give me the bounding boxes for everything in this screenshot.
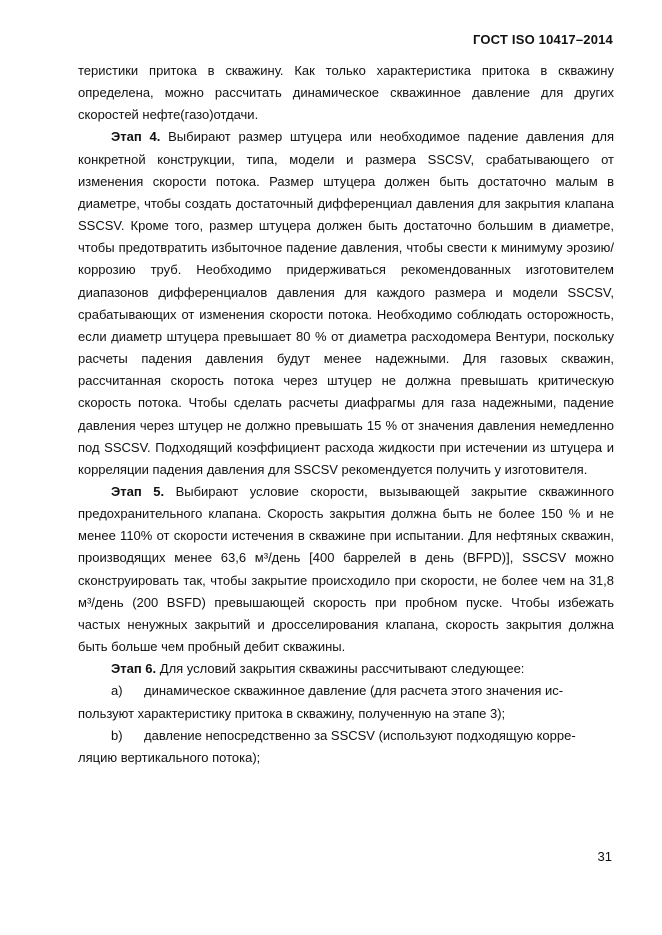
step-5-label: Этап 5. bbox=[111, 483, 165, 499]
step-4-label: Этап 4. bbox=[111, 129, 161, 145]
paragraph-step-4 bbox=[78, 126, 614, 481]
step-5-text: Выбирают условие скорости, вызывающей закрытие скважинного предохранительного клапана. Скорость закрытия должна быть не более 150 % и не менее 110% от скорости истечения в скважине при испытании. Для нефтяных скважин, производящих менее 63,6 м³/день [400 баррелей в день (BFPD)], SSCSV можно сконструировать так, чтобы закрытие происходило при скорости, не более чем на 31,8 м³/день (200 BSFD) превышающей скорость при пробном пуске. Чтобы избежать частых ненужных закрытий и дросселирования клапана, скорость закрытия должна быть больше чем пробный дебит скважины. bbox=[78, 483, 614, 655]
document-header: ГОСТ ISO 10417–2014 bbox=[472, 32, 613, 47]
list-item-label: b) bbox=[111, 727, 123, 743]
step-6-label: Этап 6. bbox=[111, 661, 157, 677]
paragraph-step-5 bbox=[78, 481, 614, 658]
list-item-continuation: пользуют характеристику притока в скважину, полученную на этапе 3); bbox=[78, 705, 506, 721]
list-item-continuation: ляцию вертикального потока); bbox=[78, 749, 261, 765]
list-item-text: динамическое скважинное давление (для расчета этого значения ис- bbox=[144, 683, 564, 699]
list-item bbox=[78, 725, 614, 769]
list-item-label: a) bbox=[111, 683, 123, 699]
paragraph-step-6 bbox=[78, 658, 614, 680]
step-6-text: Для условий закрытия скважины рассчитывают следующее: bbox=[156, 661, 525, 677]
document-body bbox=[78, 60, 614, 769]
paragraph-continuation: теристики притока в скважину. Как только характеристика притока в скважину определена, можно рассчитать динамическое скважинное давление для других скоростей нефте(газо)отдачи. bbox=[78, 63, 614, 123]
list-item-text: давление непосредственно за SSCSV (используют подходящую корре- bbox=[144, 727, 576, 743]
page-number: 31 bbox=[597, 849, 612, 864]
step-4-text: Выбирают размер штуцера или необходимое падение давления для конкретной конструкции, типа, модели и размера SSCSV, срабатывающего от изменения скорости потока. Размер штуцера должен быть достаточно малым в диаметре, чтобы создать достаточный дифференциал давления для закрытия клапана SSCSV. Кроме того, размер штуцера должен быть достаточно большим в диаметре, чтобы предотвратить избыточное падение давления, чтобы свести к минимуму эрозию/коррозию труб. Необходимо придерживаться рекомендованных изготовителем диапазонов дифференциалов давления для каждого размера и модели SSCSV, срабатывающих от изменения скорости потока. Необходимо соблюдать осторожность, если диаметр штуцера превышает 80 % от диаметра расходомера Вентури, поскольку расчеты падения давления будут менее надежными. Для газовых скважин, рассчитанная скорость потока через штуцер не должна превышать критическую скорость потока. Чтобы сделать расчеты диафрагмы для газа надежными, падение давления через штуцер не должно превышать 15 % от значения давления немедленно под SSCSV. Подходящий коэффициент расхода жидкости при истечении из штуцера и корреляции падения давления для SSCSV рекомендуется получить у изготовителя. bbox=[78, 129, 614, 477]
list-item bbox=[78, 680, 614, 724]
